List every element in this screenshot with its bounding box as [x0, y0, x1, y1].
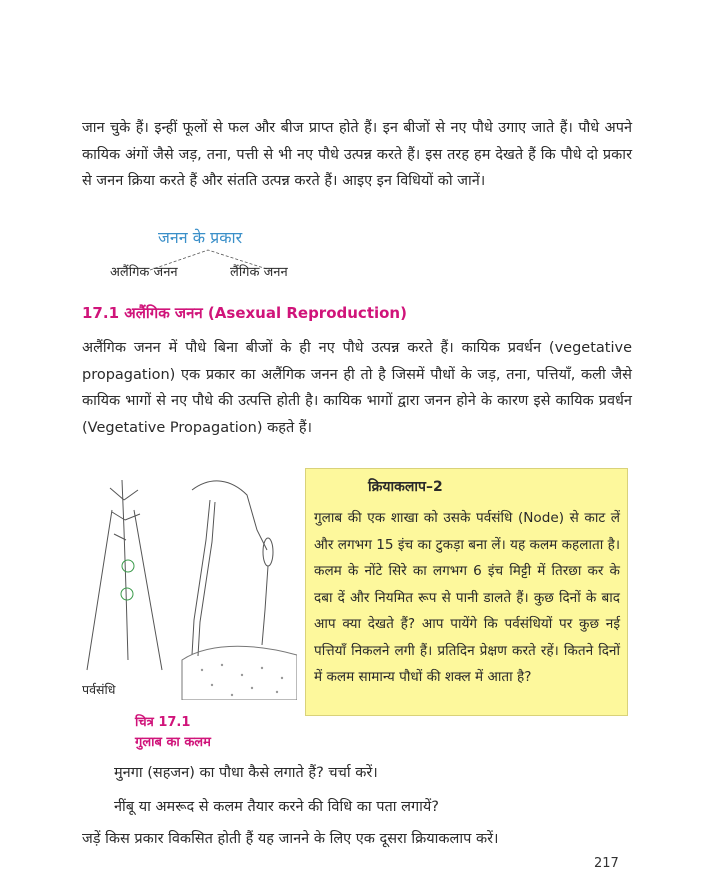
- page-number: 217: [594, 856, 619, 871]
- node-label: पर्वसंधि: [82, 682, 116, 697]
- discussion-line-2: नींबू या अमरूद से कलम तैयार करने की विधि का पता लगायें?: [114, 799, 439, 815]
- figure-caption: गुलाब का कलम: [135, 735, 211, 750]
- diagram-title: जनन के प्रकार: [158, 228, 243, 247]
- intro-paragraph: जान चुके हैं। इन्हीं फूलों से फल और बीज प्राप्त होते हैं। इन बीजों से नए पौधे उगाए जाते हैं। पौधे अपने कायिक अंगों जैसे जड़, तना, पत्ती से भी नए पौधे उत्पन्न करते हैं। इस तरह हम देखते हैं कि पौधे दो प्रकार से जनन क्रिया करते हैं और संतति उत्पन्न करते हैं। आइए इन विधियों को जानें।: [82, 120, 632, 189]
- asexual-paragraph: अलैंगिक जनन में पौधे बिना बीजों के ही नए पौधे उत्पन्न करते हैं। कायिक प्रवर्धन (vegetative propagation) एक प्रकार का अलैंगिक जनन ही तो है जिसमें पौधों के जड़, तना, पत्तियाँ, कली जैसे कायिक भागों से नए पौधे की उत्पत्ति होती है। कायिक भागों द्वारा जनन होने के कारण इसे कायिक प्रवर्धन (Vegetative Propagation) कहते हैं।: [82, 340, 632, 436]
- diagram-sexual-label: लैंगिक जनन: [230, 265, 288, 280]
- figure-number: चित्र 17.1: [135, 715, 191, 730]
- activity-title: क्रियाकलाप–2: [368, 479, 443, 495]
- rose-cutting-illustration: [82, 470, 297, 700]
- activity-box: [305, 468, 628, 716]
- diagram-asexual-label: अलैंगिक जनन: [110, 265, 178, 280]
- section-heading: 17.1 अलैंगिक जनन (Asexual Reproduction): [82, 304, 407, 322]
- reproduction-types-diagram: [100, 224, 340, 284]
- activity-text: गुलाब की एक शाखा को उसके पर्वसंधि (Node) से काट लें और लगभग 15 इंच का टुकड़ा बना लें। यह कलम कहलाता है। कलम के नोंटे सिरे का लगभग 6 इंच मिट्टी में तिरछा कर के दबा दें और नियमित रूप से पानी डालते हैं। कुछ दिनों के बाद आप क्या देखते हैं? आप पायेंगे कि पर्वसंधियों पर कुछ नई पत्तियाँ निकलने लगी हैं। प्रतिदिन प्रेक्षण करते रहें। कितने दिनों में कलम सामान्य पौधों की शक्ल में आता है?: [314, 510, 620, 685]
- discussion-line-3: जड़ें किस प्रकार विकसित होती हैं यह जानने के लिए एक दूसरा क्रियाकलाप करें।: [82, 831, 499, 847]
- discussion-line-1: मुनगा (सहजन) का पौधा कैसे लगाते हैं? चर्चा करें।: [114, 765, 378, 781]
